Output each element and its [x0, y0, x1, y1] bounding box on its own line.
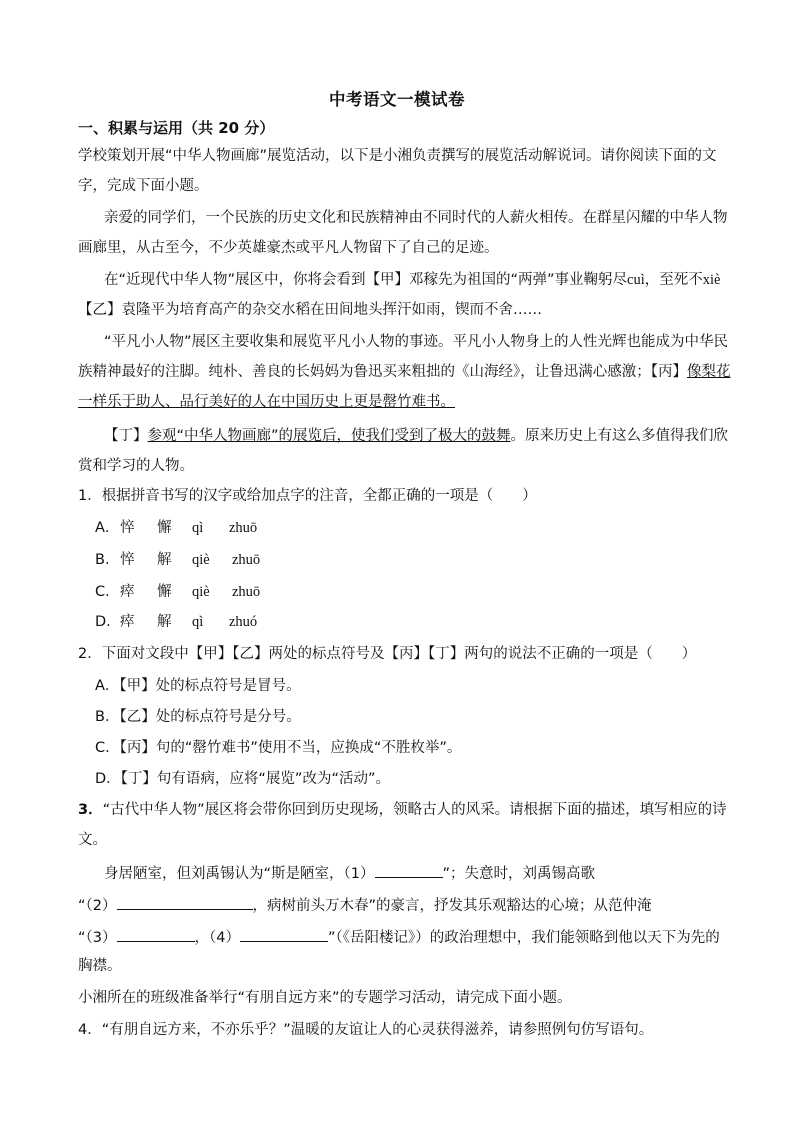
underlined-sentence-bing-part2: 一样乐于助人、品行美好的人在中国历史上更是罄竹难书。 [78, 394, 455, 410]
pinyin-cui: cuì [627, 272, 645, 288]
answer-blank-4[interactable] [240, 926, 328, 942]
para3-line-2 [78, 362, 748, 382]
q4-stem: 4．“有朋自远方来，不亦乐乎？”温暖的友谊让人的心灵获得滋养，请参照例句仿写语句。 [78, 1022, 654, 1038]
option-pinyin-2: zhuō [232, 584, 261, 600]
option-char-2: 懈 [157, 584, 172, 600]
q3-fill-line-4: 胸襟。 [78, 958, 122, 974]
q3-text: 身居陋室，但刘禹锡认为“斯是陋室，（1） [104, 866, 375, 882]
q3-text: “（2） [78, 898, 117, 914]
section-heading: 一、积累与运用（共 20 分） [78, 119, 275, 137]
para2-text-a: 在“近现代中华人物”展区中，你将会看到【甲】邓稼先为祖国的“两弹”事业鞠躬尽 [104, 272, 628, 288]
q3-text: ”（《岳阳楼记》）的政治理想中，我们能领略到他以天下为先的 [327, 930, 720, 946]
para2-line-1 [104, 270, 774, 290]
option-label: C． [95, 584, 120, 600]
option-pinyin-1: qiè [192, 584, 210, 600]
para1-line-1: 亲爱的同学们，一个民族的历史文化和民族精神由不同时代的人薪火相传。在群星闪耀的中华人物 [104, 210, 728, 226]
para4-line-2: 赏和学习的人物。 [78, 458, 194, 474]
q2-option-d[interactable]: D．【丁】句有语病，应将“展览”改为“活动”。 [95, 771, 390, 787]
q3-text: “（3） [78, 930, 117, 946]
option-label: A． [95, 520, 120, 536]
q2-option-b[interactable]: B．【乙】处的标点符号是分号。 [95, 709, 301, 725]
q3-fill-line-2 [78, 894, 748, 914]
para4-text: 。原来历史上有这么多值得我们欣 [510, 428, 729, 444]
option-char-1: 瘁 [120, 614, 135, 630]
q3-stem-line-1 [78, 800, 748, 820]
answer-blank-3[interactable] [117, 926, 195, 942]
underlined-sentence-bing-part1: 像梨花 [687, 364, 731, 380]
q3-text: ，病树前头万木春”的豪言，抒发其乐观豁达的心境；从范仲淹 [252, 898, 652, 914]
option-pinyin-1: qì [192, 614, 204, 630]
q2-option-a[interactable]: A．【甲】处的标点符号是冒号。 [95, 678, 301, 694]
page-title: 中考语文一模试卷 [329, 90, 465, 109]
option-char-1: 悴 [120, 552, 135, 568]
option-pinyin-2: zhuó [229, 614, 258, 630]
q1-stem: 1．根据拼音书写的汉字或给加点字的注音，全都正确的一项是（ ） [78, 488, 537, 504]
option-char-2: 解 [157, 552, 172, 568]
intro-line-2: 字，完成下面小题。 [78, 178, 209, 194]
option-pinyin-2: zhuō [229, 520, 258, 536]
intro-line-1: 学校策划开展“中华人物画廊”展览活动，以下是小湘负责撰写的展览活动解说词。请你阅读下面的文 [78, 148, 717, 164]
option-char-1: 瘁 [120, 584, 135, 600]
option-char-2: 懈 [157, 520, 172, 536]
q3-fill-line-3 [78, 926, 748, 946]
para3-text: 族精神最好的注脚。纯朴、善良的长妈妈为鲁迅买来粗拙的《山海经》，让鲁迅满心感激；【丙】 [78, 364, 687, 380]
para3-line-1: “平凡小人物”展区主要收集和展览平凡小人物的事迹。平凡小人物身上的人性光辉也能成为中华民 [104, 334, 729, 350]
ding-marker: 【丁】 [104, 428, 148, 444]
para4-line-1 [104, 426, 774, 446]
q2-option-c[interactable]: C．【丙】句的“罄竹难书”使用不当，应换成“不胜枚举”。 [95, 740, 462, 756]
option-label: B． [95, 552, 120, 568]
q3-stem-line-2: 文。 [78, 832, 107, 848]
option-pinyin-1: qiè [192, 552, 210, 568]
option-char-1: 悴 [120, 520, 135, 536]
option-char-2: 解 [157, 614, 172, 630]
answer-blank-1[interactable] [375, 862, 443, 878]
option-pinyin-1: qì [192, 520, 204, 536]
q3-number: 3． [78, 802, 103, 818]
answer-blank-2[interactable] [117, 894, 253, 910]
q3-stem-text: “古代中华人物”展区将会带你回到历史现场，领略古人的风采。请根据下面的描述，填写相应的诗 [102, 802, 727, 818]
q2-stem: 2．下面对文段中【甲】【乙】两处的标点符号及【丙】【丁】两句的说法不正确的一项是（ ） [78, 646, 697, 662]
q3-text: ，（4） [194, 930, 240, 946]
option-pinyin-2: zhuō [232, 552, 261, 568]
q3-text: ”；失意时，刘禹锡高歌 [442, 866, 596, 882]
pinyin-xie: xiè [702, 272, 721, 288]
underlined-sentence-ding: 参观“中华人物画廊”的展览后，使我们受到了极大的鼓舞 [147, 428, 511, 444]
option-label: D． [95, 614, 121, 630]
para3-line-3 [78, 392, 748, 412]
para2-text-b: ，至死不 [644, 272, 703, 288]
para1-line-2: 画廊里，从古至今，不少英雄豪杰或平凡人物留下了自己的足迹。 [78, 240, 499, 256]
para2-line-2: 【乙】袁隆平为培育高产的杂交水稻在田间地头挥汗如雨，锲而不舍…… [78, 302, 542, 318]
q3-fill-line-1 [104, 862, 774, 882]
activity-intro: 小湘所在的班级准备举行“有朋自远方来”的专题学习活动，请完成下面小题。 [78, 990, 572, 1006]
